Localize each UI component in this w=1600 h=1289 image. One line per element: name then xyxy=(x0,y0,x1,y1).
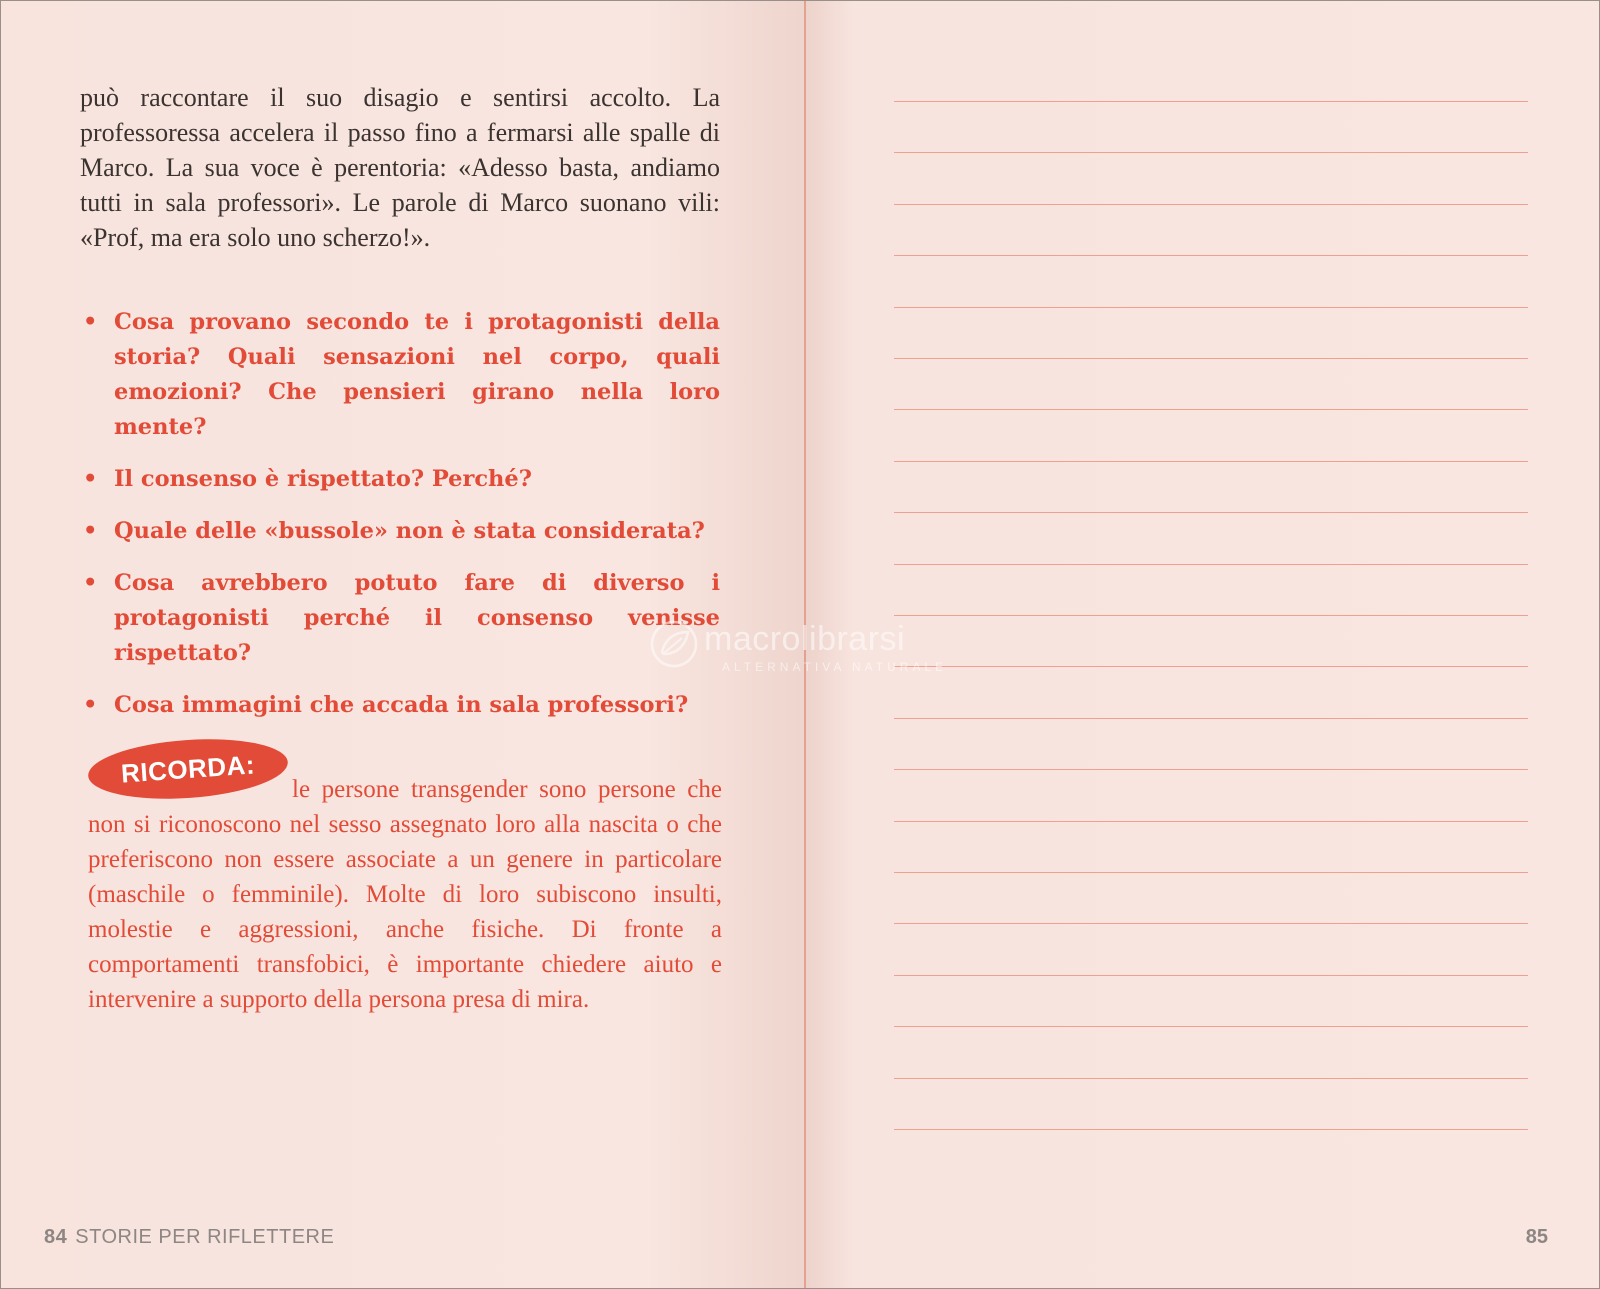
bullet-icon: • xyxy=(83,570,98,596)
question-text: Quale delle «bussole» non è stata considerata? xyxy=(114,518,705,544)
bullet-icon: • xyxy=(83,309,98,335)
running-title: STORIE PER RIFLETTERE xyxy=(75,1226,335,1248)
question-item xyxy=(80,462,720,497)
ruled-line xyxy=(894,204,1528,205)
watermark-name: macrolibrarsi xyxy=(704,620,906,658)
bullet-icon: • xyxy=(83,518,98,544)
question-text: Il consenso è rispettato? Perché? xyxy=(114,466,532,492)
bullet-icon: • xyxy=(83,466,98,492)
ruled-line xyxy=(894,615,1528,616)
ruled-line xyxy=(894,666,1528,667)
ruled-line xyxy=(894,872,1528,873)
question-item xyxy=(80,566,720,671)
left-footer xyxy=(44,1226,334,1249)
remember-badge-label: RICORDA: xyxy=(120,748,256,789)
ruled-line xyxy=(894,975,1528,976)
question-text: Cosa avrebbero potuto fare di diverso i protagonisti perché il consenso venisse rispettato? xyxy=(114,570,720,666)
ruled-line xyxy=(894,821,1528,822)
ruled-line xyxy=(894,1078,1528,1079)
ruled-line xyxy=(894,255,1528,256)
reflection-questions xyxy=(80,305,720,740)
ruled-line xyxy=(894,769,1528,770)
ruled-line xyxy=(894,1129,1528,1130)
watermark xyxy=(648,618,968,678)
ruled-line xyxy=(894,461,1528,462)
ruled-line xyxy=(894,923,1528,924)
ruled-line xyxy=(894,409,1528,410)
leaf-circle-icon xyxy=(648,618,700,670)
ruled-line xyxy=(894,1026,1528,1027)
question-item xyxy=(80,305,720,445)
ruled-line xyxy=(894,358,1528,359)
remember-paragraph: le persone transgender sono persone che non si riconoscono nel sesso assegnato loro alla nascita o che preferiscono non essere associate a un genere in particolare (maschile o femminile). Molte di loro subiscono insulti, molestie e aggressioni, anche fisiche. Di fronte a comportamenti transfobici, è importante chiedere aiuto e intervenire a supporto della persona presa di mira. xyxy=(88,776,722,1013)
ruled-line xyxy=(894,512,1528,513)
question-item xyxy=(80,688,720,723)
story-paragraph: può raccontare il suo disagio e sentirsi accolto. La professoressa accelera il passo fino a fermarsi alle spalle di Marco. La sua voce è perentoria: «Adesso basta, andiamo tutti in sala professori». Le parole di Marco suonano vili: «Prof, ma era solo uno scherzo!». xyxy=(80,83,720,252)
question-item xyxy=(80,514,720,549)
page-number-left: 84 xyxy=(44,1226,68,1248)
watermark-tagline: ALTERNATIVA NATURALE xyxy=(722,660,948,674)
ruled-line xyxy=(894,564,1528,565)
ruled-line xyxy=(894,307,1528,308)
bullet-icon: • xyxy=(83,692,98,718)
ruled-line xyxy=(894,101,1528,102)
question-text: Cosa immagini che accada in sala professori? xyxy=(114,692,689,718)
ruled-line xyxy=(894,152,1528,153)
question-text: Cosa provano secondo te i protagonisti della storia? Quali sensazioni nel corpo, quali emozioni? Che pensieri girano nella loro mente? xyxy=(114,309,720,440)
page-number-right: 85 xyxy=(1525,1226,1548,1248)
ruled-line xyxy=(894,718,1528,719)
